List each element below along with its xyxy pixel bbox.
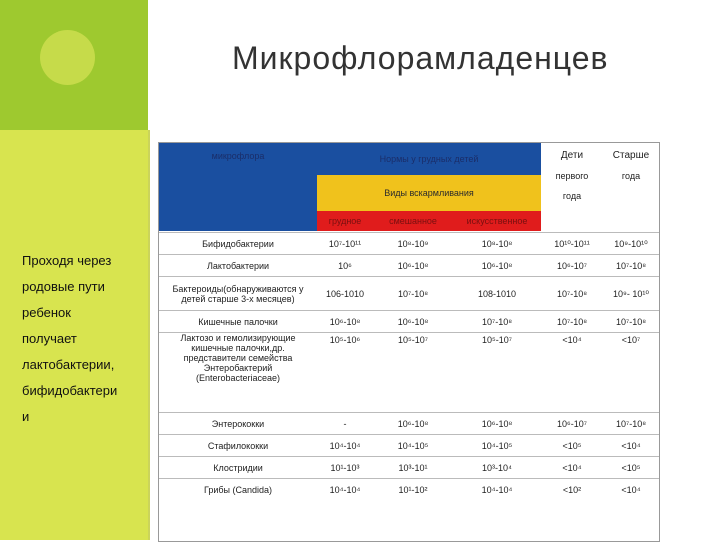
row-value-cell: 10⁴-10⁴ [329, 485, 361, 495]
row-value-cell: 10⁶-10⁸ [397, 261, 429, 271]
row-value-cell: <10⁴ [621, 485, 641, 495]
row-value-cell: <10⁷ [621, 335, 641, 345]
row-value-cell: 10⁹-10¹⁰ [614, 239, 648, 249]
row-value-cell: <10⁴ [562, 463, 582, 473]
header-artificial: искусственное [453, 211, 541, 231]
row-name-cell: Лактобактерии [206, 261, 270, 271]
row-value-cell: 10⁶-10⁸ [397, 419, 429, 429]
side-text [22, 248, 142, 430]
header-kids-line3: года [562, 191, 582, 201]
row-value-cell: 10³-10¹ [398, 463, 428, 473]
row-value-cell: 10⁴-10⁴ [481, 485, 513, 495]
row-value-cell: <10⁵ [562, 441, 582, 451]
header-older-line2: года [621, 171, 641, 181]
row-value-cell: 10⁶-10⁷ [557, 261, 587, 271]
row-value-cell: 10⁷-10⁸ [556, 289, 588, 299]
side-line: лактобактерии, [22, 357, 115, 372]
row-value-cell: 10¹⁰-10¹¹ [554, 239, 590, 249]
divider-line [148, 130, 150, 540]
header-kids [541, 143, 603, 231]
row-value-cell: 10¹-10² [398, 485, 428, 495]
row-name-cell: Лактозо и гемолизирующие кишечные палочки,др. представители семейства Энтеробактерий (Enterobacteriaceae) [180, 333, 296, 383]
side-line: и [22, 409, 30, 424]
slide-title: Микрофлорамладенцев [232, 40, 609, 76]
side-line: Проходя через [22, 253, 112, 268]
row-value-cell: 10³-10⁴ [482, 463, 512, 473]
row-value-cell: 10⁹- 10¹⁰ [613, 289, 649, 299]
row-value-cell: <10⁴ [562, 335, 582, 345]
side-line: бифидобактери [22, 383, 118, 398]
header-kids-line1: Дети [560, 150, 584, 161]
row-value-cell: <10⁴ [621, 441, 641, 451]
row-value-cell: - [343, 419, 347, 429]
decorative-circle [40, 30, 95, 85]
row-value-cell: 10⁵-10⁷ [397, 335, 428, 345]
row-value-cell: 10⁴-10⁴ [329, 441, 361, 451]
microflora-table [158, 142, 660, 542]
row-value-cell: <10⁵ [621, 463, 641, 473]
row-value-cell: 10⁷-10⁸ [615, 317, 647, 327]
row-name-cell: Стафилококки [207, 441, 269, 451]
row-value-cell: 10⁴-10⁵ [481, 441, 513, 451]
header-older [603, 143, 659, 231]
side-line: получает [22, 331, 77, 346]
header-feeding: Виды вскармливания [317, 175, 541, 211]
row-value-cell: 10⁸-10⁹ [397, 239, 429, 249]
row-value-cell: 10⁶ [338, 261, 352, 271]
side-line: родовые пути [22, 279, 105, 294]
side-line: ребенок [22, 305, 71, 320]
row-name-cell: Энтерококки [211, 419, 265, 429]
row-value-cell: 108-1010 [477, 289, 517, 299]
row-value-cell: 10⁷-10⁸ [481, 317, 513, 327]
row-value-cell: 106-1010 [325, 289, 365, 299]
row-value-cell: 10⁸-10⁸ [481, 239, 513, 249]
row-value-cell: <10² [562, 485, 582, 495]
row-value-cell: 10⁵-10⁷ [481, 335, 512, 345]
row-name-cell: Грибы (Candida) [203, 485, 273, 495]
row-value-cell: 10⁷-10⁸ [615, 419, 647, 429]
header-older-line1: Старше [612, 150, 650, 161]
row-name-cell: Бифидобактерии [202, 239, 274, 249]
row-value-cell: 10⁷-10⁸ [615, 261, 647, 271]
row-value-cell: 10⁷-10⁸ [556, 317, 588, 327]
row-value-cell: 10¹-10³ [330, 463, 360, 473]
header-kids-line2: первого [555, 171, 589, 181]
header-mixed: смешанное [373, 211, 453, 231]
row-value-cell: 10⁷-10¹¹ [328, 239, 362, 249]
row-value-cell: 10⁶-10⁸ [481, 419, 513, 429]
row-value-cell: 10⁴-10⁵ [397, 441, 429, 451]
header-microflora: микрофлора [159, 143, 317, 231]
row-name-cell: Кишечные палочки [198, 317, 278, 327]
row-value-cell: 10⁶-10⁸ [329, 317, 361, 327]
row-value-cell: 10⁷-10⁸ [397, 289, 429, 299]
row-value-cell: 10⁶-10⁸ [397, 317, 429, 327]
row-value-cell: 10⁶-10⁸ [481, 261, 513, 271]
row-name-cell: Клостридии [213, 463, 263, 473]
header-norms: Нормы у грудных детей [317, 143, 541, 175]
row-value-cell: 10⁶-10⁷ [557, 419, 587, 429]
row-value-cell: 10⁵-10⁶ [329, 335, 361, 345]
header-breast: грудное [317, 211, 373, 231]
row-name-cell: Бактероиды(обнаруживаются у детей старше 3-х месяцев) [172, 284, 304, 304]
